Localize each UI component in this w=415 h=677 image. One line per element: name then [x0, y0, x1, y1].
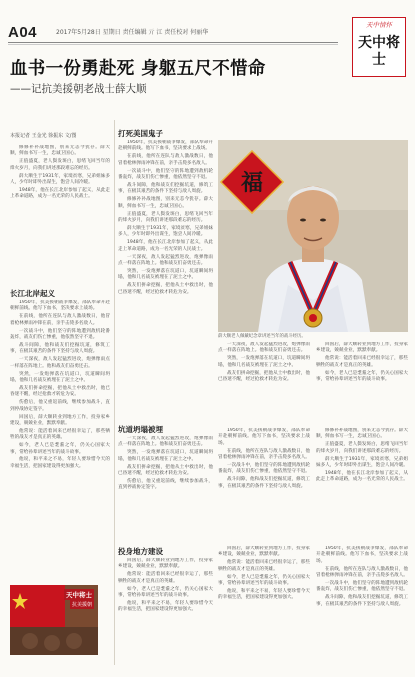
- svg-text:福: 福: [240, 170, 264, 196]
- column-1: [10, 145, 110, 285]
- paragraph: 突然，一发炮弹落在坑道口，坑道瞬间坍塌，他和几名战友被埋在了泥土之中。: [218, 356, 310, 368]
- banner-title: 天中将士: [66, 591, 92, 599]
- section-title: 坑道坍塌被埋: [118, 425, 163, 434]
- column-2: [118, 140, 213, 390]
- column-tag: 天中情怀: [366, 21, 392, 29]
- paragraph: 1950年，抗美援朝战争爆发，部队奉命开赴朝鲜前线。他写下血书，坚决要求上战场。: [10, 300, 110, 312]
- paragraph: 突然，一发炮弹落在坑道口，坑道瞬间坍塌，他和几名战友被埋在了泥土之中。: [118, 268, 213, 281]
- paragraph: 如今，老人已是耄耋之年，仍关心国家大事，常给孙辈讲述当年的战斗故事。: [218, 574, 310, 587]
- paragraph: 1948年，他在长江北岸参加了起义，从此走上革命道路，成为一名光荣的人民战士。: [118, 240, 213, 252]
- paragraph: 战友们拼命挖掘，把他从土中救出时，他已昏迷不醒，经过抢救才转危为安。: [10, 385, 110, 398]
- paragraph: 修修补补战地图，别来无恙今犹存。薛大顺，鲜血书写一生，忠诚卫国心。: [118, 197, 213, 209]
- column-1-cont: [10, 300, 110, 580]
- paragraph: 回国后，薛大顺转业到地方工作，投身家乡建设，兢兢业业，默默奉献。: [218, 546, 310, 558]
- paragraph: 他常说：能活着回来已经很幸运了，那些牺牲的战友才是真正的英雄。: [316, 356, 408, 368]
- paragraph: 他常说：能活着回来已经很幸运了，那些牺牲的战友才是真正的英雄。: [218, 560, 310, 572]
- paragraph: 伤愈后，他又重返前线，继续参加战斗，直到停战协定签字。: [118, 478, 213, 491]
- paragraph: 如今，老人已是耄耋之年，仍关心国家大事，常给孙辈讲述当年的战斗故事。: [10, 443, 110, 455]
- paragraph: 战斗间隙，他和战友们挖掘坑道，修筑工事，在极其艰苦的条件下坚持与敌人周旋。: [218, 477, 310, 489]
- header-rule: [8, 42, 338, 43]
- section-title: 长江北岸起义: [10, 289, 55, 298]
- banner-subtitle: 抗美援朝: [71, 602, 92, 608]
- column-4-bottom: [316, 546, 408, 668]
- paragraph: 正值盛夏，老人鬓发斑白，思绪飞回当年的烽火岁月，向我们讲述那段难忘的经历。: [316, 442, 408, 454]
- paragraph: 回国后，薛大顺转业到地方工作，投身家乡建设，兢兢业业，默默奉献。: [10, 414, 110, 426]
- column-2-bottom: [118, 558, 213, 668]
- paragraph: 战友们拼命挖掘，把他从土中救出时，他已昏迷不醒，经过抢救才转危为安。: [218, 370, 310, 383]
- header-meta: [56, 27, 208, 36]
- paragraph: 薛大顺生于1931年，家境贫寒，兄弟姐妹多人，少年时即外出谋生，饱尝人间冷暖。: [118, 225, 213, 238]
- paragraph: 伤愈后，他又重返前线，继续参加战斗，直到停战协定签字。: [10, 400, 110, 412]
- paragraph: 回国后，薛大顺转业到地方工作，投身家乡建设，兢兢业业，默默奉献。: [118, 558, 213, 570]
- banner-image: [10, 585, 98, 655]
- section-title: 投身地方建设: [118, 547, 163, 556]
- paragraph: 他说，和平来之不易，年轻人要珍惜今天的幸福生活，把国家建设得更加强大。: [218, 588, 310, 601]
- paragraph: 突然，一发炮弹落在坑道口，坑道瞬间坍塌，他和几名战友被埋在了泥土之中。: [118, 450, 213, 462]
- subheadline: ——记抗美援朝老战士薛大顺: [10, 83, 147, 95]
- paragraph: 战斗间隙，他和战友们挖掘坑道，修筑工事，在极其艰苦的条件下坚持与敌人周旋。: [316, 595, 408, 607]
- column-3-bottom: [218, 546, 310, 668]
- paragraph: 1948年，他在长江北岸参加了起义，从此走上革命道路，成为一名光荣的人民战士。: [316, 470, 408, 483]
- header-editors: 责任编辑 亓 江 责任校对 何丽华: [122, 29, 209, 36]
- column-3-lower: [218, 428, 310, 541]
- headline: 血书一份勇赴死 身躯五尺不惜命: [10, 59, 266, 79]
- paragraph: 一次战斗中，他们坚守的阵地遭到敌机轮番轰炸，战友们伤亡惨重，他依然坚守不退。: [118, 168, 213, 181]
- paragraph: 一天深夜，敌人发起猛烈进攻，炮弹像雨点一样落在阵地上。他和战友们奋勇还击。: [118, 254, 213, 266]
- paragraph: 一次战斗中，他们坚守的阵地遭到敌机轮番轰炸，战友们伤亡惨重，他依然坚守不退。: [10, 328, 110, 341]
- page-header: [8, 24, 408, 46]
- column-2-lower: [118, 436, 213, 541]
- paragraph: 他常说：能活着回来已经很幸运了，那些牺牲的战友才是真正的英雄。: [118, 572, 213, 584]
- page-number: A04: [8, 24, 38, 41]
- paragraph: 正值盛夏，老人鬓发斑白，思绪飞回当年的烽火岁月，向我们讲述那段难忘的经历。: [118, 211, 213, 223]
- header-rule-thin: [8, 44, 338, 45]
- paragraph: 一天深夜，敌人发起猛烈进攻，炮弹像雨点一样落在阵地上。他和战友们奋勇还击。: [10, 357, 110, 369]
- paragraph: 一次战斗中，他们坚守的阵地遭到敌机轮番轰炸，战友们伤亡惨重，他依然坚守不退。: [218, 463, 310, 475]
- paragraph: 他说，和平来之不易，年轻人要珍惜今天的幸福生活，把国家建设得更加强大。: [118, 600, 213, 613]
- paragraph: 在前线，他所在连队与敌人激战数日，他冒着枪林弹雨冲锋在前，亲手击毙多名敌人。: [218, 448, 310, 461]
- paragraph: 在前线，他所在连队与敌人激战数日，他冒着枪林弹雨冲锋在前，亲手击毙多名敌人。: [316, 566, 408, 579]
- paragraph: 战斗间隙，他和战友们挖掘坑道，修筑工事，在极其艰苦的条件下坚持与敌人周旋。: [118, 182, 213, 195]
- veteran-photo-illustration: [218, 140, 408, 332]
- paragraph: 突然，一发炮弹落在坑道口，坑道瞬间坍塌，他和几名战友被埋在了泥土之中。: [10, 371, 110, 383]
- header-date: 2017年5月28日: [56, 29, 101, 36]
- paragraph: 修修补补战地图，别来无恙今犹存。薛大顺，鲜血书写一生，忠诚卫国心。: [316, 428, 408, 440]
- paragraph: 战斗间隙，他和战友们挖掘坑道，修筑工事，在极其艰苦的条件下坚持与敌人周旋。: [10, 342, 110, 355]
- paragraph: 在前线，他所在连队与敌人激战数日，他冒着枪林弹雨冲锋在前，亲手击毙多名敌人。: [118, 154, 213, 166]
- paragraph: 战友们拼命挖掘，把他从土中救出时，他已昏迷不醒，经过抢救才转危为安。: [118, 464, 213, 477]
- paragraph: 一天深夜，敌人发起猛烈进攻，炮弹像雨点一样落在阵地上。他和战友们奋勇还击。: [118, 436, 213, 448]
- byline: 本报记者 王金光 徐振东 文/图: [10, 133, 77, 139]
- paragraph: 回国后，薛大顺转业到地方工作，投身家乡建设，兢兢业业，默默奉献。: [316, 342, 408, 354]
- veteran-photo: [218, 140, 408, 332]
- column-4-lower: [316, 428, 408, 541]
- paragraph: 1948年，他在长江北岸参加了起义，从此走上革命道路，成为一名光荣的人民战士。: [10, 187, 110, 200]
- paragraph: 他说，和平来之不易，年轻人要珍惜今天的幸福生活，把国家建设得更加强大。: [10, 457, 110, 469]
- paragraph: 1950年，抗美援朝战争爆发，部队奉命开赴朝鲜前线。他写下血书，坚决要求上战场。: [118, 140, 213, 152]
- paragraph: 薛大顺生于1931年，家境贫寒，兄弟姐妹多人，少年时即外出谋生，饱尝人间冷暖。: [10, 173, 110, 186]
- paragraph: 1950年，抗美援朝战争爆发，部队奉命开赴朝鲜前线。他写下血书，坚决要求上战场。: [218, 428, 310, 446]
- paragraph: 修修补补战地图，别来无恙今犹存。薛大顺，鲜血书写一生，忠诚卫国心。: [10, 145, 110, 157]
- column-4: [316, 342, 408, 422]
- paragraph: 如今，老人已是耄耋之年，仍关心国家大事，常给孙辈讲述当年的战斗故事。: [118, 586, 213, 599]
- column-3: [218, 342, 310, 422]
- paragraph: 在前线，他所在连队与敌人激战数日，他冒着枪林弹雨冲锋在前，亲手击毙多名敌人。: [10, 314, 110, 326]
- paragraph: 如今，老人已是耄耋之年，仍关心国家大事，常给孙辈讲述当年的战斗故事。: [316, 370, 408, 383]
- column-divider: [114, 120, 115, 665]
- paragraph: 一次战斗中，他们坚守的阵地遭到敌机轮番轰炸，战友们伤亡惨重，他依然坚守不退。: [316, 581, 408, 593]
- paragraph: 薛大顺生于1931年，家境贫寒，兄弟姐妹多人，少年时即外出谋生，饱尝人间冷暖。: [316, 456, 408, 469]
- photo-caption: 薛大顺老人佩戴纪念章讲述当年的战斗经历。: [218, 334, 306, 339]
- paragraph: 他常说：能活着回来已经很幸运了，那些牺牲的战友才是真正的英雄。: [10, 428, 110, 441]
- section-title: 打死美国鬼子: [118, 129, 163, 138]
- paragraph: 战友们拼命挖掘，把他从土中救出时，他已昏迷不醒，经过抢救才转危为安。: [118, 283, 213, 295]
- column-logo: [352, 17, 406, 77]
- paragraph: 1950年，抗美援朝战争爆发，部队奉命开赴朝鲜前线。他写下血书，坚决要求上战场。: [316, 546, 408, 564]
- header-weekday: 星期日: [102, 29, 121, 36]
- paragraph: 一天深夜，敌人发起猛烈进攻，炮弹像雨点一样落在阵地上。他和战友们奋勇还击。: [218, 342, 310, 354]
- column-name: 天中将士: [358, 35, 400, 68]
- paragraph: 正值盛夏，老人鬓发斑白，思绪飞回当年的烽火岁月，向我们讲述那段难忘的经历。: [10, 159, 110, 171]
